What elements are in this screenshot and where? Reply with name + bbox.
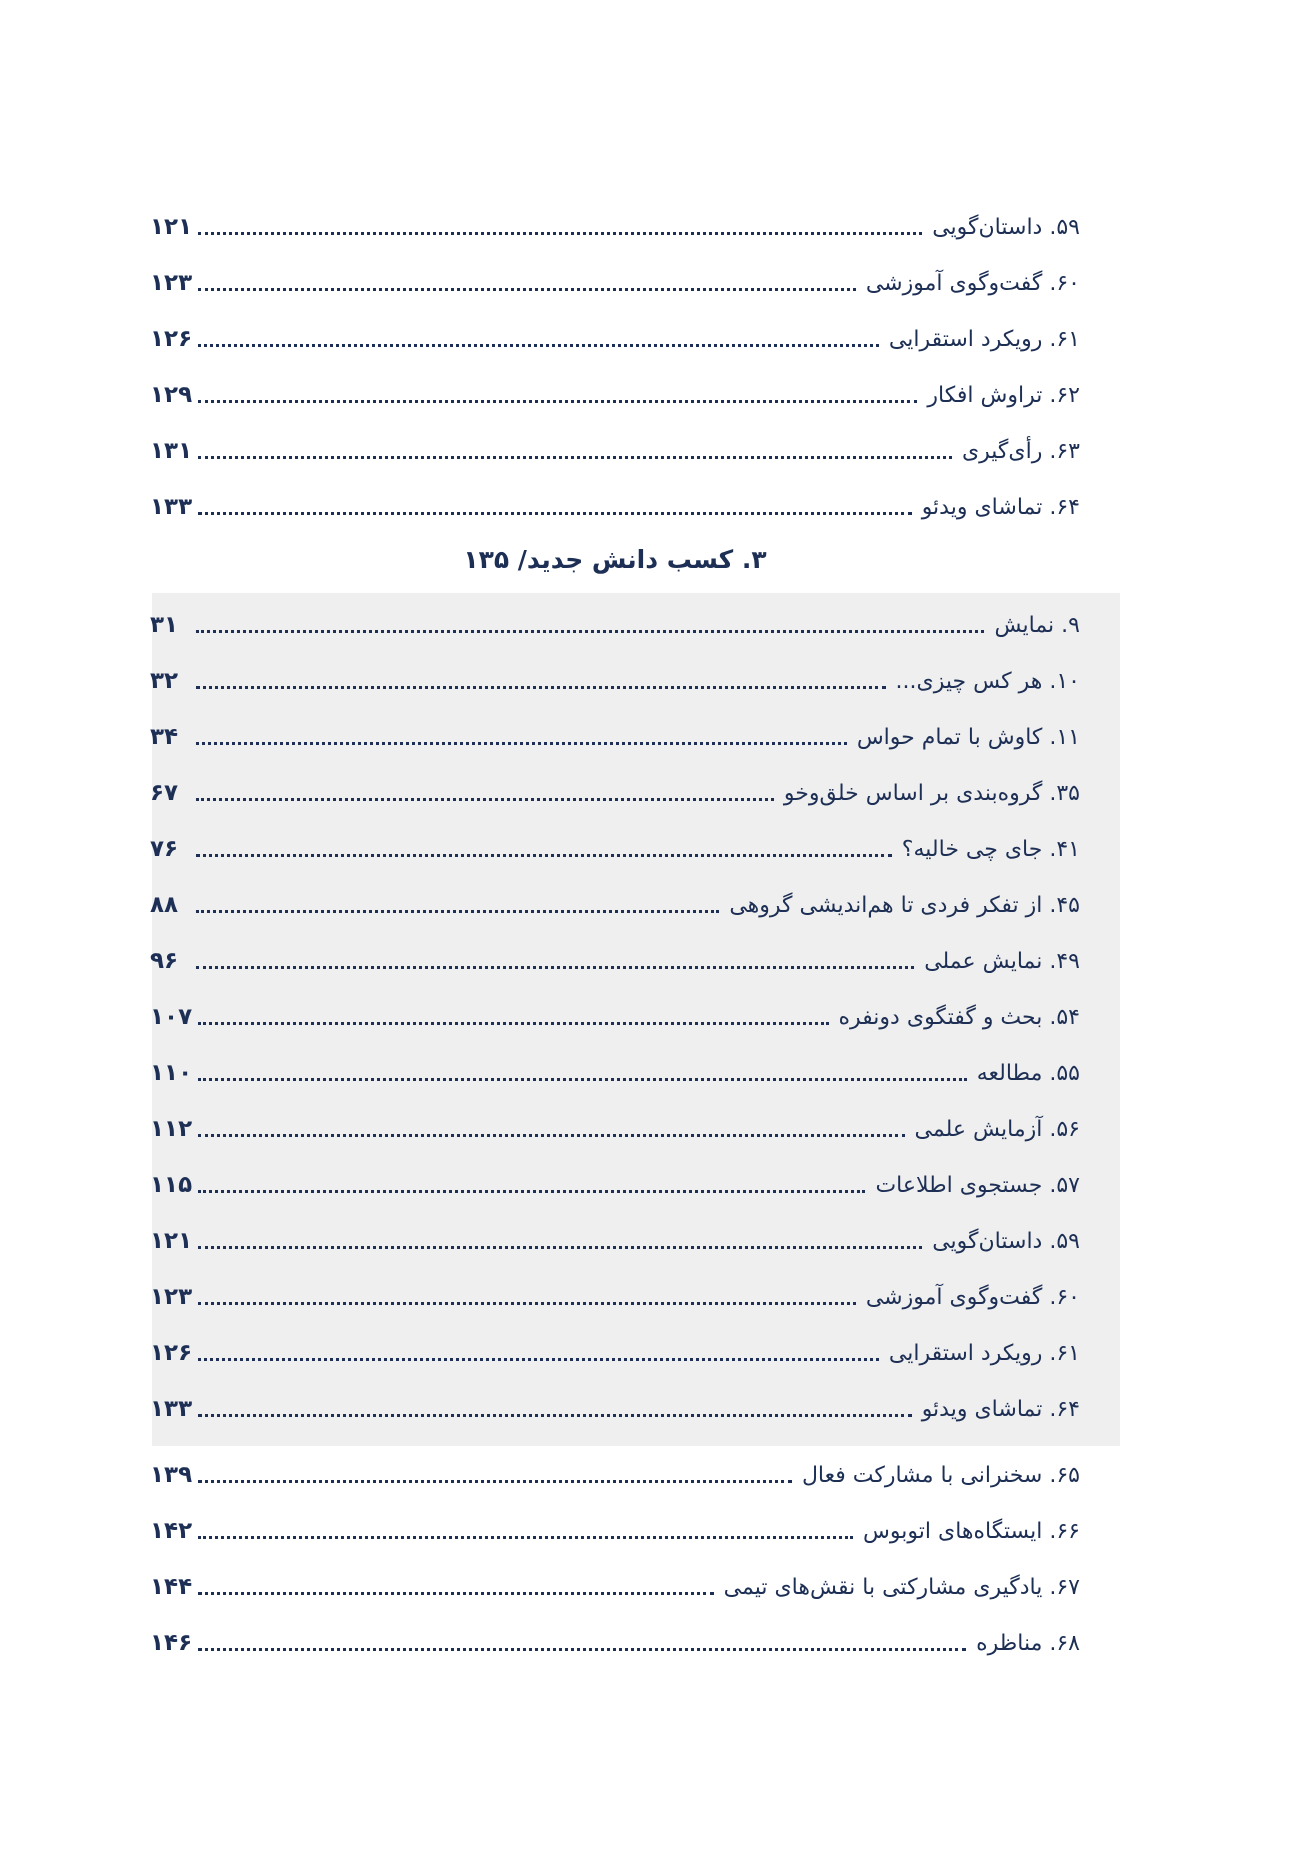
toc-entry-title: ۶۰. گفت‌وگوی آموزشی bbox=[865, 270, 1080, 296]
toc-entry[interactable] bbox=[150, 317, 1080, 361]
toc-entry-page: ۱۲۹ bbox=[150, 382, 193, 408]
dot-leader bbox=[198, 1022, 828, 1025]
toc-entry-title: ۶۱. رویکرد استقرایی bbox=[888, 1340, 1080, 1366]
toc-entry[interactable] bbox=[150, 1453, 1080, 1497]
toc-entry-page: ۸۸ bbox=[150, 892, 179, 918]
toc-entry[interactable] bbox=[150, 1275, 1080, 1319]
toc-entry-title: ۵۷. جستجوی اطلاعات bbox=[875, 1172, 1080, 1198]
toc-entry-title: ۶۶. ایستگاه‌های اتوبوس bbox=[863, 1518, 1080, 1544]
toc-entry-title: ۶۱. رویکرد استقرایی bbox=[888, 326, 1080, 352]
dot-leader bbox=[198, 1246, 922, 1249]
toc-entry[interactable] bbox=[150, 659, 1080, 703]
toc-entry[interactable] bbox=[150, 1107, 1080, 1151]
dot-leader bbox=[196, 742, 847, 745]
toc-entry-title: ۵۹. داستان‌گویی bbox=[932, 214, 1080, 240]
dot-leader bbox=[198, 1536, 853, 1539]
toc-entry-title: ۹. نمایش bbox=[994, 612, 1080, 638]
toc-entry-page: ۳۲ bbox=[150, 668, 179, 694]
toc-entry-title: ۱۱. کاوش با تمام حواس bbox=[856, 724, 1080, 750]
toc-entry[interactable] bbox=[150, 1565, 1080, 1609]
toc-entry-title: ۴۱. جای چی خالیه؟ bbox=[901, 836, 1080, 862]
toc-entry-title: ۵۵. مطالعه bbox=[976, 1060, 1080, 1086]
toc-entry-title: ۴۹. نمایش عملی bbox=[924, 948, 1080, 974]
dot-leader bbox=[198, 1414, 912, 1417]
toc-entry-title: ۴۵. از تفکر فردی تا هم‌اندیشی گروهی bbox=[729, 892, 1080, 918]
toc-entry-title: ۵۴. بحث و گفتگوی دونفره bbox=[838, 1004, 1080, 1030]
toc-entry-title: ۶۸. مناظره bbox=[976, 1630, 1080, 1656]
toc-entry[interactable] bbox=[150, 261, 1080, 305]
toc-entry-page: ۱۰۷ bbox=[150, 1004, 193, 1030]
toc-entry-page: ۱۲۱ bbox=[150, 214, 193, 240]
toc-entry-page: ۱۲۳ bbox=[150, 1284, 193, 1310]
section-heading: ۳. کسب دانش جدید/ ۱۳۵ bbox=[463, 545, 767, 574]
toc-entry[interactable] bbox=[150, 429, 1080, 473]
toc-entry[interactable] bbox=[150, 1163, 1080, 1207]
toc-entry-page: ۱۲۶ bbox=[150, 1340, 193, 1366]
toc-entry-page: ۱۲۱ bbox=[150, 1228, 193, 1254]
dot-leader bbox=[196, 854, 892, 857]
dot-leader bbox=[196, 966, 914, 969]
toc-entry[interactable] bbox=[150, 1621, 1080, 1665]
dot-leader bbox=[196, 630, 984, 633]
toc-entry-title: ۶۲. تراوش افکار bbox=[927, 382, 1080, 408]
toc-entry-title: ۱۰. هر کس چیزی... bbox=[895, 668, 1080, 694]
toc-entry[interactable] bbox=[150, 603, 1080, 647]
toc-entry-page: ۱۱۵ bbox=[150, 1172, 193, 1198]
toc-entry-title: ۶۳. رأی‌گیری bbox=[961, 438, 1080, 464]
dot-leader bbox=[198, 1358, 879, 1361]
dot-leader bbox=[196, 798, 774, 801]
toc-entry[interactable] bbox=[150, 205, 1080, 249]
toc-entry-page: ۱۳۳ bbox=[150, 1396, 193, 1422]
toc-entry-page: ۱۳۱ bbox=[150, 438, 193, 464]
toc-entry[interactable] bbox=[150, 485, 1080, 529]
toc-entry-title: ۶۷. یادگیری مشارکتی با نقش‌های تیمی bbox=[723, 1574, 1080, 1600]
toc-entry[interactable] bbox=[150, 373, 1080, 417]
dot-leader bbox=[198, 344, 879, 347]
toc-entry[interactable] bbox=[150, 995, 1080, 1039]
toc-entry-page: ۳۱ bbox=[150, 612, 179, 638]
toc-entry-page: ۱۴۶ bbox=[150, 1630, 193, 1656]
toc-entry[interactable] bbox=[150, 827, 1080, 871]
toc-entry-title: ۶۰. گفت‌وگوی آموزشی bbox=[865, 1284, 1080, 1310]
toc-entry-page: ۷۶ bbox=[150, 836, 179, 862]
toc-entry[interactable] bbox=[150, 883, 1080, 927]
toc-entry-title: ۶۵. سخنرانی با مشارکت فعال bbox=[801, 1462, 1080, 1488]
toc-entry-title: ۵۹. داستان‌گویی bbox=[932, 1228, 1080, 1254]
dot-leader bbox=[196, 910, 719, 913]
toc-entry-page: ۱۴۲ bbox=[150, 1518, 193, 1544]
toc-entry[interactable] bbox=[150, 1051, 1080, 1095]
toc-entry-title: ۶۴. تماشای ویدئو bbox=[921, 494, 1080, 520]
toc-entry-page: ۶۷ bbox=[150, 780, 179, 806]
toc-entry-page: ۱۱۰ bbox=[150, 1060, 193, 1086]
dot-leader bbox=[198, 1134, 904, 1137]
toc-entry[interactable] bbox=[150, 1387, 1080, 1431]
toc-entry-page: ۹۶ bbox=[150, 948, 179, 974]
toc-entry-page: ۱۲۳ bbox=[150, 270, 193, 296]
dot-leader bbox=[198, 400, 917, 403]
dot-leader bbox=[198, 288, 856, 291]
toc-entry-page: ۳۴ bbox=[150, 724, 179, 750]
toc-entry-title: ۵۶. آزمایش علمی bbox=[914, 1116, 1080, 1142]
toc-entry-title: ۳۵. گروه‌بندی بر اساس خلق‌وخو bbox=[783, 780, 1080, 806]
dot-leader bbox=[198, 1190, 865, 1193]
dot-leader bbox=[198, 512, 912, 515]
dot-leader bbox=[198, 1302, 856, 1305]
dot-leader bbox=[198, 456, 952, 459]
toc-entry-page: ۱۱۲ bbox=[150, 1116, 193, 1142]
dot-leader bbox=[198, 1480, 792, 1483]
toc-entry[interactable] bbox=[150, 771, 1080, 815]
toc-entry[interactable] bbox=[150, 1509, 1080, 1553]
dot-leader bbox=[198, 1592, 714, 1595]
toc-entry-title: ۶۴. تماشای ویدئو bbox=[921, 1396, 1080, 1422]
toc-entry[interactable] bbox=[150, 715, 1080, 759]
toc-entry-page: ۱۴۴ bbox=[150, 1574, 193, 1600]
toc-entry[interactable] bbox=[150, 1219, 1080, 1263]
dot-leader bbox=[196, 686, 886, 689]
dot-leader bbox=[198, 1648, 966, 1651]
toc-entry-page: ۱۳۳ bbox=[150, 494, 193, 520]
dot-leader bbox=[198, 1078, 967, 1081]
toc-entry-page: ۱۲۶ bbox=[150, 326, 193, 352]
dot-leader bbox=[198, 232, 922, 235]
toc-entry-page: ۱۳۹ bbox=[150, 1462, 193, 1488]
toc-entry[interactable] bbox=[150, 939, 1080, 983]
toc-entry[interactable] bbox=[150, 1331, 1080, 1375]
